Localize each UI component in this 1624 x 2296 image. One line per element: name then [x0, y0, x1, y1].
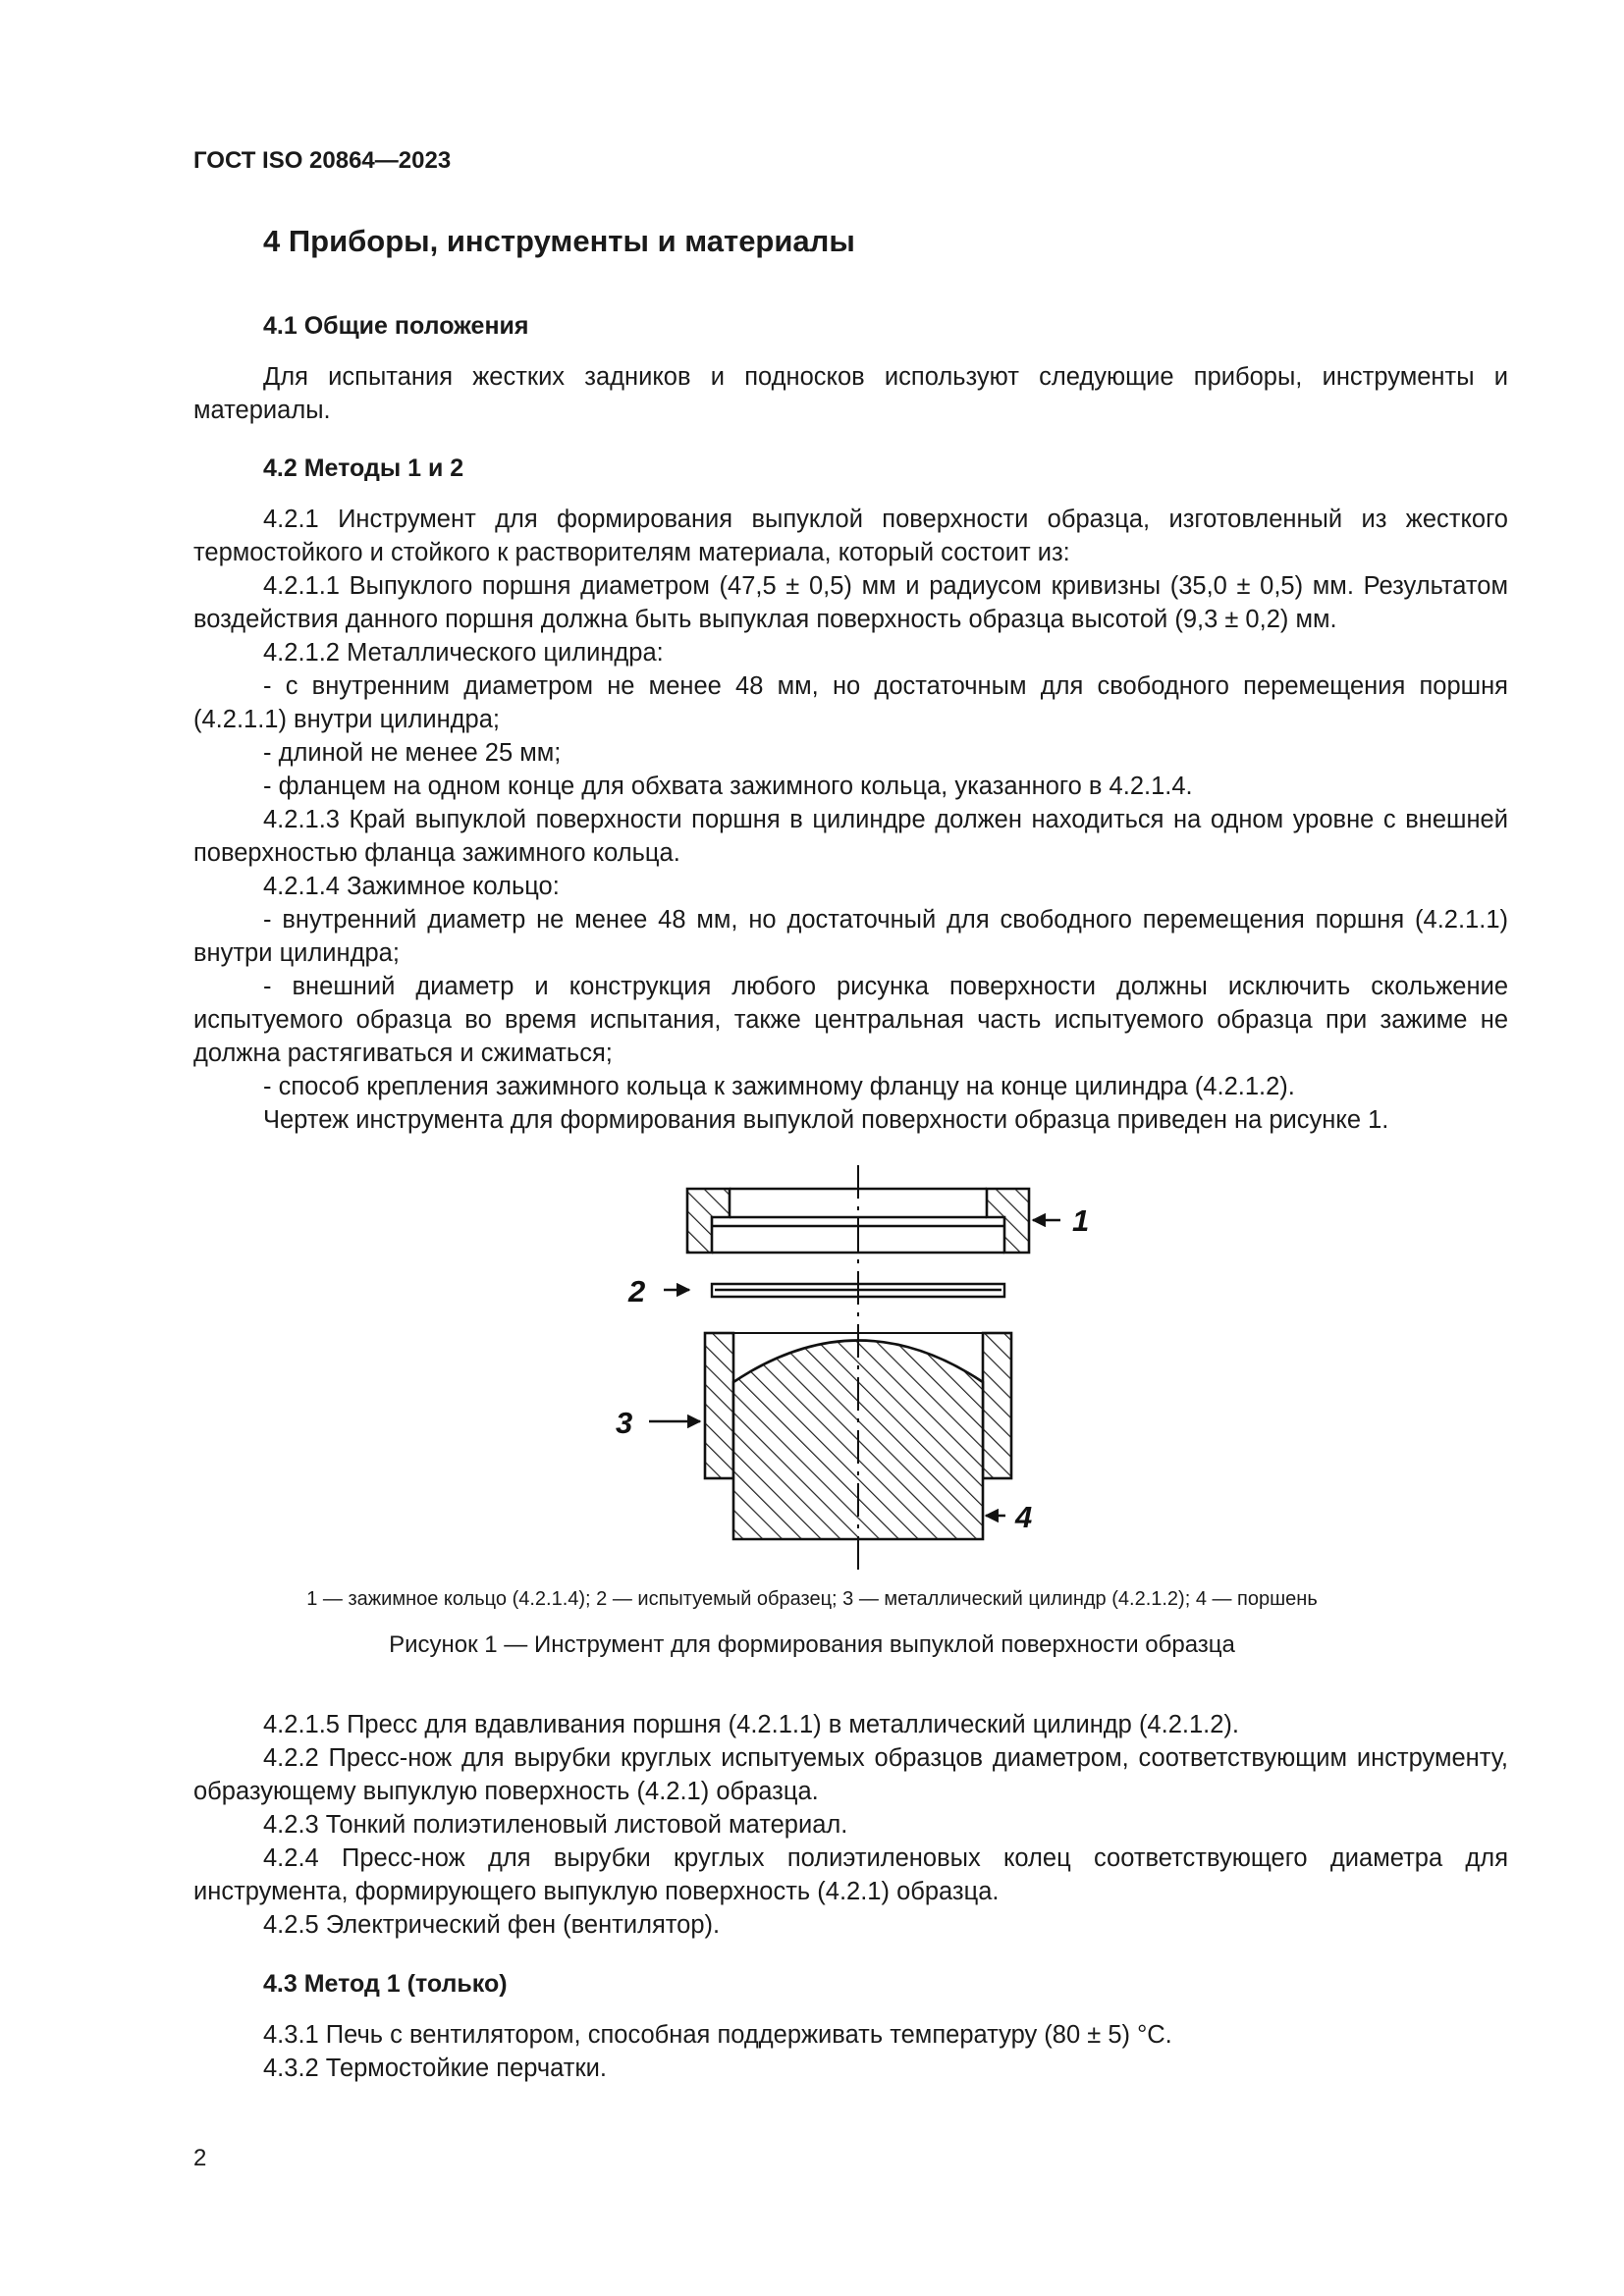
figure-caption: Рисунок 1 — Инструмент для формирования выпуклой поверхности образца: [389, 1631, 1235, 1658]
list-item: - с внутренним диаметром не менее 48 мм, но достаточным для свободного перемещения поршня (4.2.1.1) внутри цилиндра;: [193, 672, 1508, 733]
paragraph: 4.2.1.1 Выпуклого поршня диаметром (47,5 ± 0,5) мм и радиусом кривизны (35,0 ± 0,5) мм. Результатом воздействия данного поршня должна быть выпуклая поверхность образца высотой (9,3 ± 0,2) мм.: [193, 572, 1508, 633]
paragraph: Для испытания жестких задников и подносков используют следующие приборы, инструменты и материалы.: [193, 363, 1508, 424]
list-item: - внешний диаметр и конструкция любого рисунка поверхности должны исключить скольжение испытуемого образца во время испытания, также центральная часть испытуемого образца при зажиме не должна растягиваться и сжиматься;: [193, 973, 1508, 1067]
subsection-title-4-1: 4.1 Общие положения: [263, 312, 529, 340]
paragraph: 4.2.1.4 Зажимное кольцо:: [263, 873, 560, 900]
paragraph: 4.2.1.3 Край выпуклой поверхности поршня в цилиндре должен находиться на одном уровне с внешней поверхностью фланца зажимного кольца.: [193, 806, 1508, 867]
subsection-title-4-2: 4.2 Методы 1 и 2: [263, 454, 464, 482]
paragraph: 4.2.1.5 Пресс для вдавливания поршня (4.2.1.1) в металлический цилиндр (4.2.1.2).: [263, 1711, 1239, 1738]
paragraph: 4.3.1 Печь с вентилятором, способная поддерживать температуру (80 ± 5) °С.: [263, 2021, 1172, 2049]
paragraph: 4.2.5 Электрический фен (вентилятор).: [263, 1911, 721, 1939]
section-title: 4 Приборы, инструменты и материалы: [263, 224, 855, 258]
callout-label-3: 3: [616, 1406, 633, 1440]
figure-legend: 1 — зажимное кольцо (4.2.1.4); 2 — испытуемый образец; 3 — металлический цилиндр (4.2.1.2); 4 — поршень: [306, 1588, 1318, 1610]
callout-label-1: 1: [1072, 1203, 1090, 1238]
document-code: ГОСТ ISO 20864—2023: [193, 147, 452, 174]
list-item: - внутренний диаметр не менее 48 мм, но достаточный для свободного перемещения поршня (4.2.1.1) внутри цилиндра;: [193, 906, 1508, 967]
callout-label-2: 2: [628, 1274, 646, 1308]
paragraph: 4.2.1.2 Металлического цилиндра:: [263, 639, 664, 667]
paragraph: 4.2.1 Инструмент для формирования выпуклой поверхности образца, изготовленный из жесткого термостойкого и стойкого к растворителям материала, который состоит из:: [193, 506, 1508, 566]
subsection-title-4-3: 4.3 Метод 1 (только): [263, 1970, 508, 1998]
paragraph: Чертеж инструмента для формирования выпуклой поверхности образца приведен на рисунке 1.: [263, 1106, 1389, 1134]
paragraph: 4.2.4 Пресс-нож для вырубки круглых полиэтиленовых колец соответствующего диаметра для инструмента, формирующего выпуклую поверхность (4.2.1) образца.: [193, 1844, 1508, 1905]
list-item: - фланцем на одном конце для обхвата зажимного кольца, указанного в 4.2.1.4.: [263, 773, 1193, 800]
paragraph: 4.2.3 Тонкий полиэтиленовый листовой материал.: [263, 1811, 848, 1839]
paragraph: 4.2.2 Пресс-нож для вырубки круглых испытуемых образцов диаметром, соответствующим инструменту, образующему выпуклую поверхность (4.2.1) образца.: [193, 1744, 1508, 1805]
list-item: - длиной не менее 25 мм;: [263, 739, 562, 767]
paragraph: 4.3.2 Термостойкие перчатки.: [263, 2055, 607, 2082]
list-item: - способ крепления зажимного кольца к зажимному фланцу на конце цилиндра (4.2.1.2).: [263, 1073, 1295, 1100]
page-number: 2: [193, 2145, 207, 2171]
callout-label-4: 4: [1015, 1500, 1033, 1534]
